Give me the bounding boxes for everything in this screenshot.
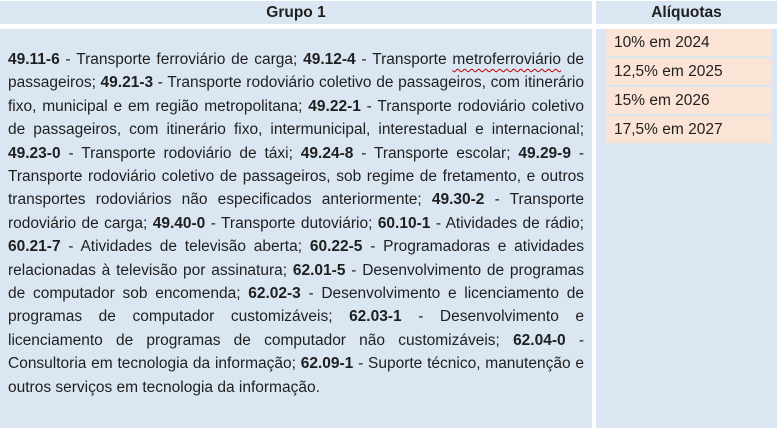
cnae-code: 49.24-8 — [300, 144, 354, 162]
cnae-code: 49.29-9 — [518, 144, 571, 162]
rate-row: 10% em 2024 — [606, 29, 772, 56]
cnae-code: 49.12-4 — [303, 51, 356, 68]
cnae-code: 49.40-0 — [152, 214, 206, 232]
rates-list — [596, 29, 777, 143]
grupo1-header — [0, 0, 592, 24]
aliquotas-table — [596, 0, 777, 428]
cnae-code: 49.23-0 — [8, 144, 61, 162]
cnae-code: 49.22-1 — [308, 97, 361, 115]
cnae-code: 49.30-2 — [431, 191, 485, 209]
group-text: 49.11-6 - Transporte ferroviário de carga; 49.12-4 - Transporte metroferroviário de passageiros; 49.21-3 - Transporte rodoviário coletivo de passageiros, com itinerário fixo, municipal e em região metropolitana; 49.22-1 - Transporte rodoviário coletivo de passageiros, com itinerário fixo, intermunicipal, interestadual e internacional; 49.23-0 - Transporte rodoviário de táxi; 49.24-8 - Transporte escolar; 49.29-9 - Transporte rodoviário coletivo de passageiros, sob regime de fretamento, e outros transportes rodoviários não especificados anteriormente; 49.30-2 - Transporte rodoviário de carga; 49.40-0 - Transporte dutoviário; 60.10-1 - Atividades de rádio; 60.21-7 - Atividades de televisão aberta; 60.22-5 - Programadoras e atividades relacionadas à televisão por assinatura; 62.01-5 - Desenvolvimento de programas de computador sob encomenda; 62.02-3 - Desenvolvimento e licenciamento de programas de computador customizáveis; 62.03-1 - Desenvolvimento e licenciamento de programas de computador não customizáveis; 62.04-0 - Consultoria em tecnologia da informação; 62.09-1 - Suporte técnico, manutenção e outros serviços em tecnologia da informação. — [8, 51, 585, 396]
misspelled-word: metroferroviário — [452, 51, 561, 68]
cnae-code: 60.10-1 — [377, 214, 431, 232]
cnae-code: 49.11-6 — [8, 51, 60, 68]
cnae-code: 62.02-3 — [248, 285, 301, 303]
cnae-code: 60.21-7 — [8, 238, 61, 256]
cnae-code: 62.01-5 — [292, 261, 346, 279]
cnae-code: 62.03-1 — [349, 308, 402, 326]
cnae-code: 60.22-5 — [309, 238, 363, 256]
aliquotas-header — [596, 0, 777, 24]
cnae-code: 49.21-3 — [100, 74, 154, 92]
rate-row: 15% em 2026 — [606, 87, 772, 114]
cnae-code: 62.09-1 — [300, 355, 354, 373]
rate-row: 12,5% em 2025 — [606, 58, 772, 85]
rate-row: 17,5% em 2027 — [606, 116, 772, 143]
aliquotas-header-label: Alíquotas — [651, 3, 722, 21]
cnae-code: 62.04-0 — [513, 331, 566, 349]
grupo1-body-cell — [0, 29, 592, 428]
grupo1-header-label: Grupo 1 — [266, 3, 326, 21]
